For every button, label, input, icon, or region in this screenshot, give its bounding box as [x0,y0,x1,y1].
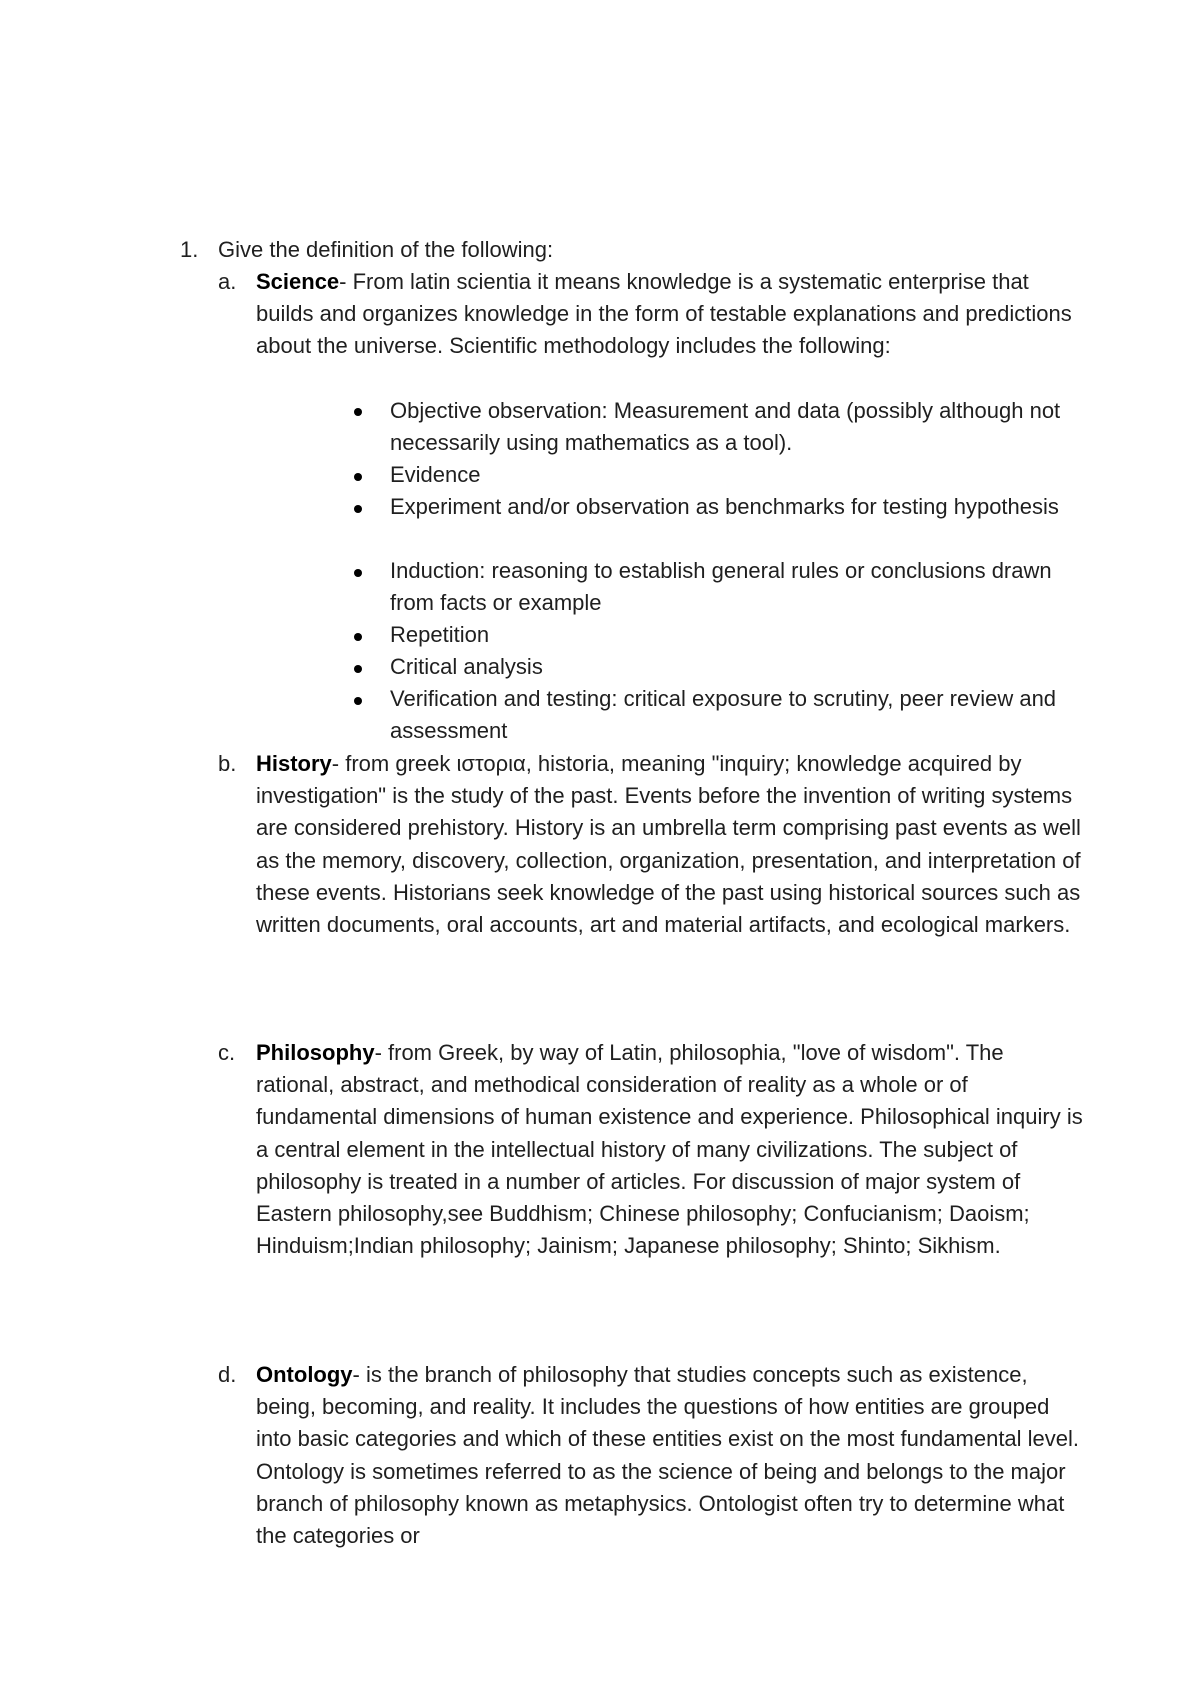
bullet-icon [354,665,362,673]
item-letter-c: c. [218,1040,236,1065]
science-text: - From latin scientia it means knowledge is a systematic enterprise that builds and organizes knowledge in the form of testable explanations and predictions about the universe. Scientific methodology includes the following: [256,269,1072,359]
science-bullet: Induction: reasoning to establish general rules or conclusions drawn from facts or example [390,558,1052,616]
history-text: - from greek ιστορια, historia, meaning "inquiry; knowledge acquired by investigation" is the study of the past. Events before the invention of writing systems are considered prehistory. History is an umbrella term comprising past events as well as the memory, discovery, collection, organization, presentation, and interpretation of these events. Historians seek knowledge of the past using historical sources such as written documents, oral accounts, art and material artifacts, and ecological markers. [256,751,1081,938]
list-number: 1. [180,237,199,262]
bullet-icon [354,569,362,577]
science-bullet: Verification and testing: critical exposure to scrutiny, peer review and assessment [390,686,1057,744]
philosophy-text: - from Greek, by way of Latin, philosophia, "love of wisdom". The rational, abstract, and methodical consideration of reality as a whole or of fundamental dimensions of human existence and experience. Philosophical inquiry is a central element in the intellectual history of many civilizations. The subject of philosophy is treated in a number of articles. For discussion of major system of Eastern philosophy,see Buddhism; Chinese philosophy; Confucianism; Daoism; Hinduism;Indian philosophy; Jainism; Japanese philosophy; Shinto; Sikhism. [256,1040,1083,1259]
science-bullet: Critical analysis [390,654,543,679]
term-history: History [256,751,332,776]
item-letter-d: d. [218,1362,237,1387]
bullet-icon [354,473,362,481]
ontology-text: - is the branch of philosophy that studies concepts such as existence, being, becoming, and reality. It includes the questions of how entities are grouped into basic categories and which of these entities exist on the most fundamental level. Ontology is sometimes referred to as the science of being and belongs to the major branch of philosophy known as metaphysics. Ontologist often try to determine what the categories or [256,1362,1080,1549]
bullet-icon [354,697,362,705]
term-science: Science [256,269,340,294]
term-ontology: Ontology [256,1362,353,1387]
question-text: Give the definition of the following: [218,237,554,262]
term-philosophy: Philosophy [256,1040,375,1065]
science-bullet: Experiment and/or observation as benchmarks for testing hypothesis [390,494,1059,519]
bullet-icon [354,505,362,513]
science-bullet: Objective observation: Measurement and data (possibly although not necessarily using mathematics as a tool). [390,398,1061,456]
item-letter-b: b. [218,751,237,776]
bullet-icon [354,633,362,641]
definition-philosophy [256,1037,1086,1262]
item-letter-a: a. [218,269,237,294]
bullet-icon [354,408,362,416]
definition-ontology [256,1359,1086,1552]
definition-history [256,748,1086,941]
science-bullet: Evidence [390,462,481,487]
science-bullet: Repetition [390,622,490,647]
definition-science [256,266,1086,363]
